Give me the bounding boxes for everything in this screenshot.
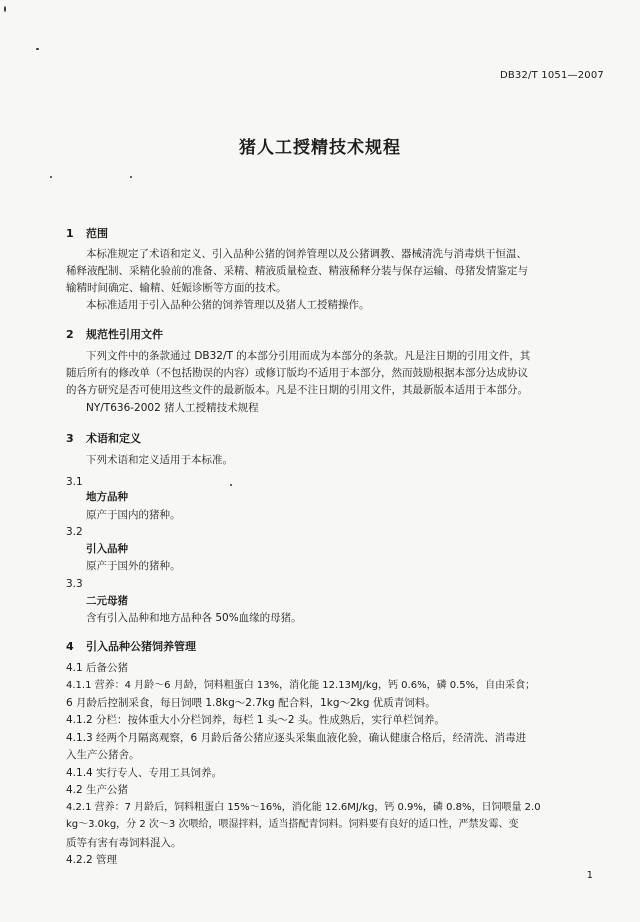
section-2-heading <box>66 326 163 342</box>
section-4-heading <box>66 638 196 654</box>
term-number: 3.3 <box>66 578 83 590</box>
page-number: 1 <box>586 870 593 881</box>
subsection-heading: 4.2.2 管理 <box>66 854 118 866</box>
scan-speck <box>4 6 6 12</box>
paragraph-line: 4.1.2 分栏：按体重大小分栏饲养，每栏 1 头～2 头。性成熟后，实行单栏饲养。 <box>66 714 445 726</box>
section-number: 2 <box>66 328 74 341</box>
paragraph-line: 4.1.1 营养：4 月龄～6 月龄，饲料粗蛋白 13%，消化能 12.13MJ/kg，钙 0.6%，磷 0.5%，自由采食； <box>66 680 536 691</box>
paragraph-line: 随后所有的修改单（不包括勘误的内容）或修订版均不适用于本部分，然而鼓励根据本部分达成协议 <box>66 367 528 379</box>
section-number: 4 <box>66 640 74 653</box>
term-number: 3.1 <box>66 476 83 488</box>
term-definition: 原产于国内的猪种。 <box>86 509 181 521</box>
term-definition: 含有引入品种和地方品种各 50%血缘的母猪。 <box>86 612 302 624</box>
paragraph-line: 4.1.3 经两个月隔离观察，6 月龄后备公猪应逐头采集血液化验，确认健康合格后，经清洗、消毒进 <box>66 732 527 744</box>
paragraph-line: 下列术语和定义适用于本标准。 <box>86 454 233 466</box>
paragraph-line: 4.1.4 实行专人、专用工具饲养。 <box>66 767 223 779</box>
subsection-heading: 4.2 生产公猪 <box>66 784 129 796</box>
section-1-heading <box>66 225 108 241</box>
section-title: 术语和定义 <box>86 432 141 445</box>
paragraph-line: 6 月龄后控制采食，每日饲喂 1.8kg～2.7kg 配合料，1kg～2kg 优质青饲料。 <box>66 697 436 709</box>
section-number: 1 <box>66 227 74 240</box>
paragraph-line: 输精时间确定、输精、妊娠诊断等方面的技术。 <box>66 282 287 294</box>
scan-speck <box>230 484 232 486</box>
term-name: 地方品种 <box>86 491 128 503</box>
section-title: 规范性引用文件 <box>86 328 163 341</box>
paragraph-line: 质等有害有毒饲料混入。 <box>66 837 182 849</box>
scan-speck <box>36 48 39 50</box>
section-number: 3 <box>66 432 74 445</box>
paragraph-line: 入生产公猪舍。 <box>66 749 140 761</box>
paragraph-line: 4.2.1 营养：7 月龄后，饲料粗蛋白 15%～16%，消化能 12.6MJ/kg，钙 0.9%，磷 0.8%，日饲喂量 2.0 <box>66 802 541 813</box>
term-number: 3.2 <box>66 526 83 538</box>
paragraph-line: kg～3.0kg，分 2 次～3 次喂给，喂湿拌料，适当搭配青饲料。饲料要有良好的适口性，严禁发霉、变 <box>66 819 519 830</box>
paragraph-line: 本标准规定了术语和定义、引入品种公猪的饲养管理以及公猪调教、器械清洗与消毒烘干恒温、 <box>86 248 527 260</box>
section-3-heading <box>66 430 141 446</box>
scan-speck <box>130 176 132 178</box>
standard-code: DB32/T 1051—2007 <box>499 70 604 81</box>
document-title: 猪人工授精技术规程 <box>239 138 401 158</box>
paragraph-line: 的各方研究是否可使用这些文件的最新版本。凡是不注日期的引用文件，其最新版本适用于本部分。 <box>66 384 528 396</box>
subsection-heading: 4.1 后备公猪 <box>66 662 129 674</box>
reference-item: NY/T636-2002 猪人工授精技术规程 <box>86 402 259 414</box>
paragraph-line: 下列文件中的条款通过 DB32/T 的本部分引用而成为本部分的条款。凡是注日期的引用文件，其 <box>86 350 531 362</box>
paragraph-line: 本标准适用于引入品种公猪的饲养管理以及猪人工授精操作。 <box>86 299 370 311</box>
scan-speck <box>50 176 52 178</box>
term-definition: 原产于国外的猪种。 <box>86 560 181 572</box>
section-title: 引入品种公猪饲养管理 <box>86 640 196 653</box>
section-title: 范围 <box>86 227 108 240</box>
term-name: 二元母猪 <box>86 595 128 607</box>
paragraph-line: 稀释液配制、采精化验前的准备、采精、精液质量检查、精液稀释分装与保存运输、母猪发情鉴定与 <box>66 265 528 277</box>
term-name: 引入品种 <box>86 543 128 555</box>
